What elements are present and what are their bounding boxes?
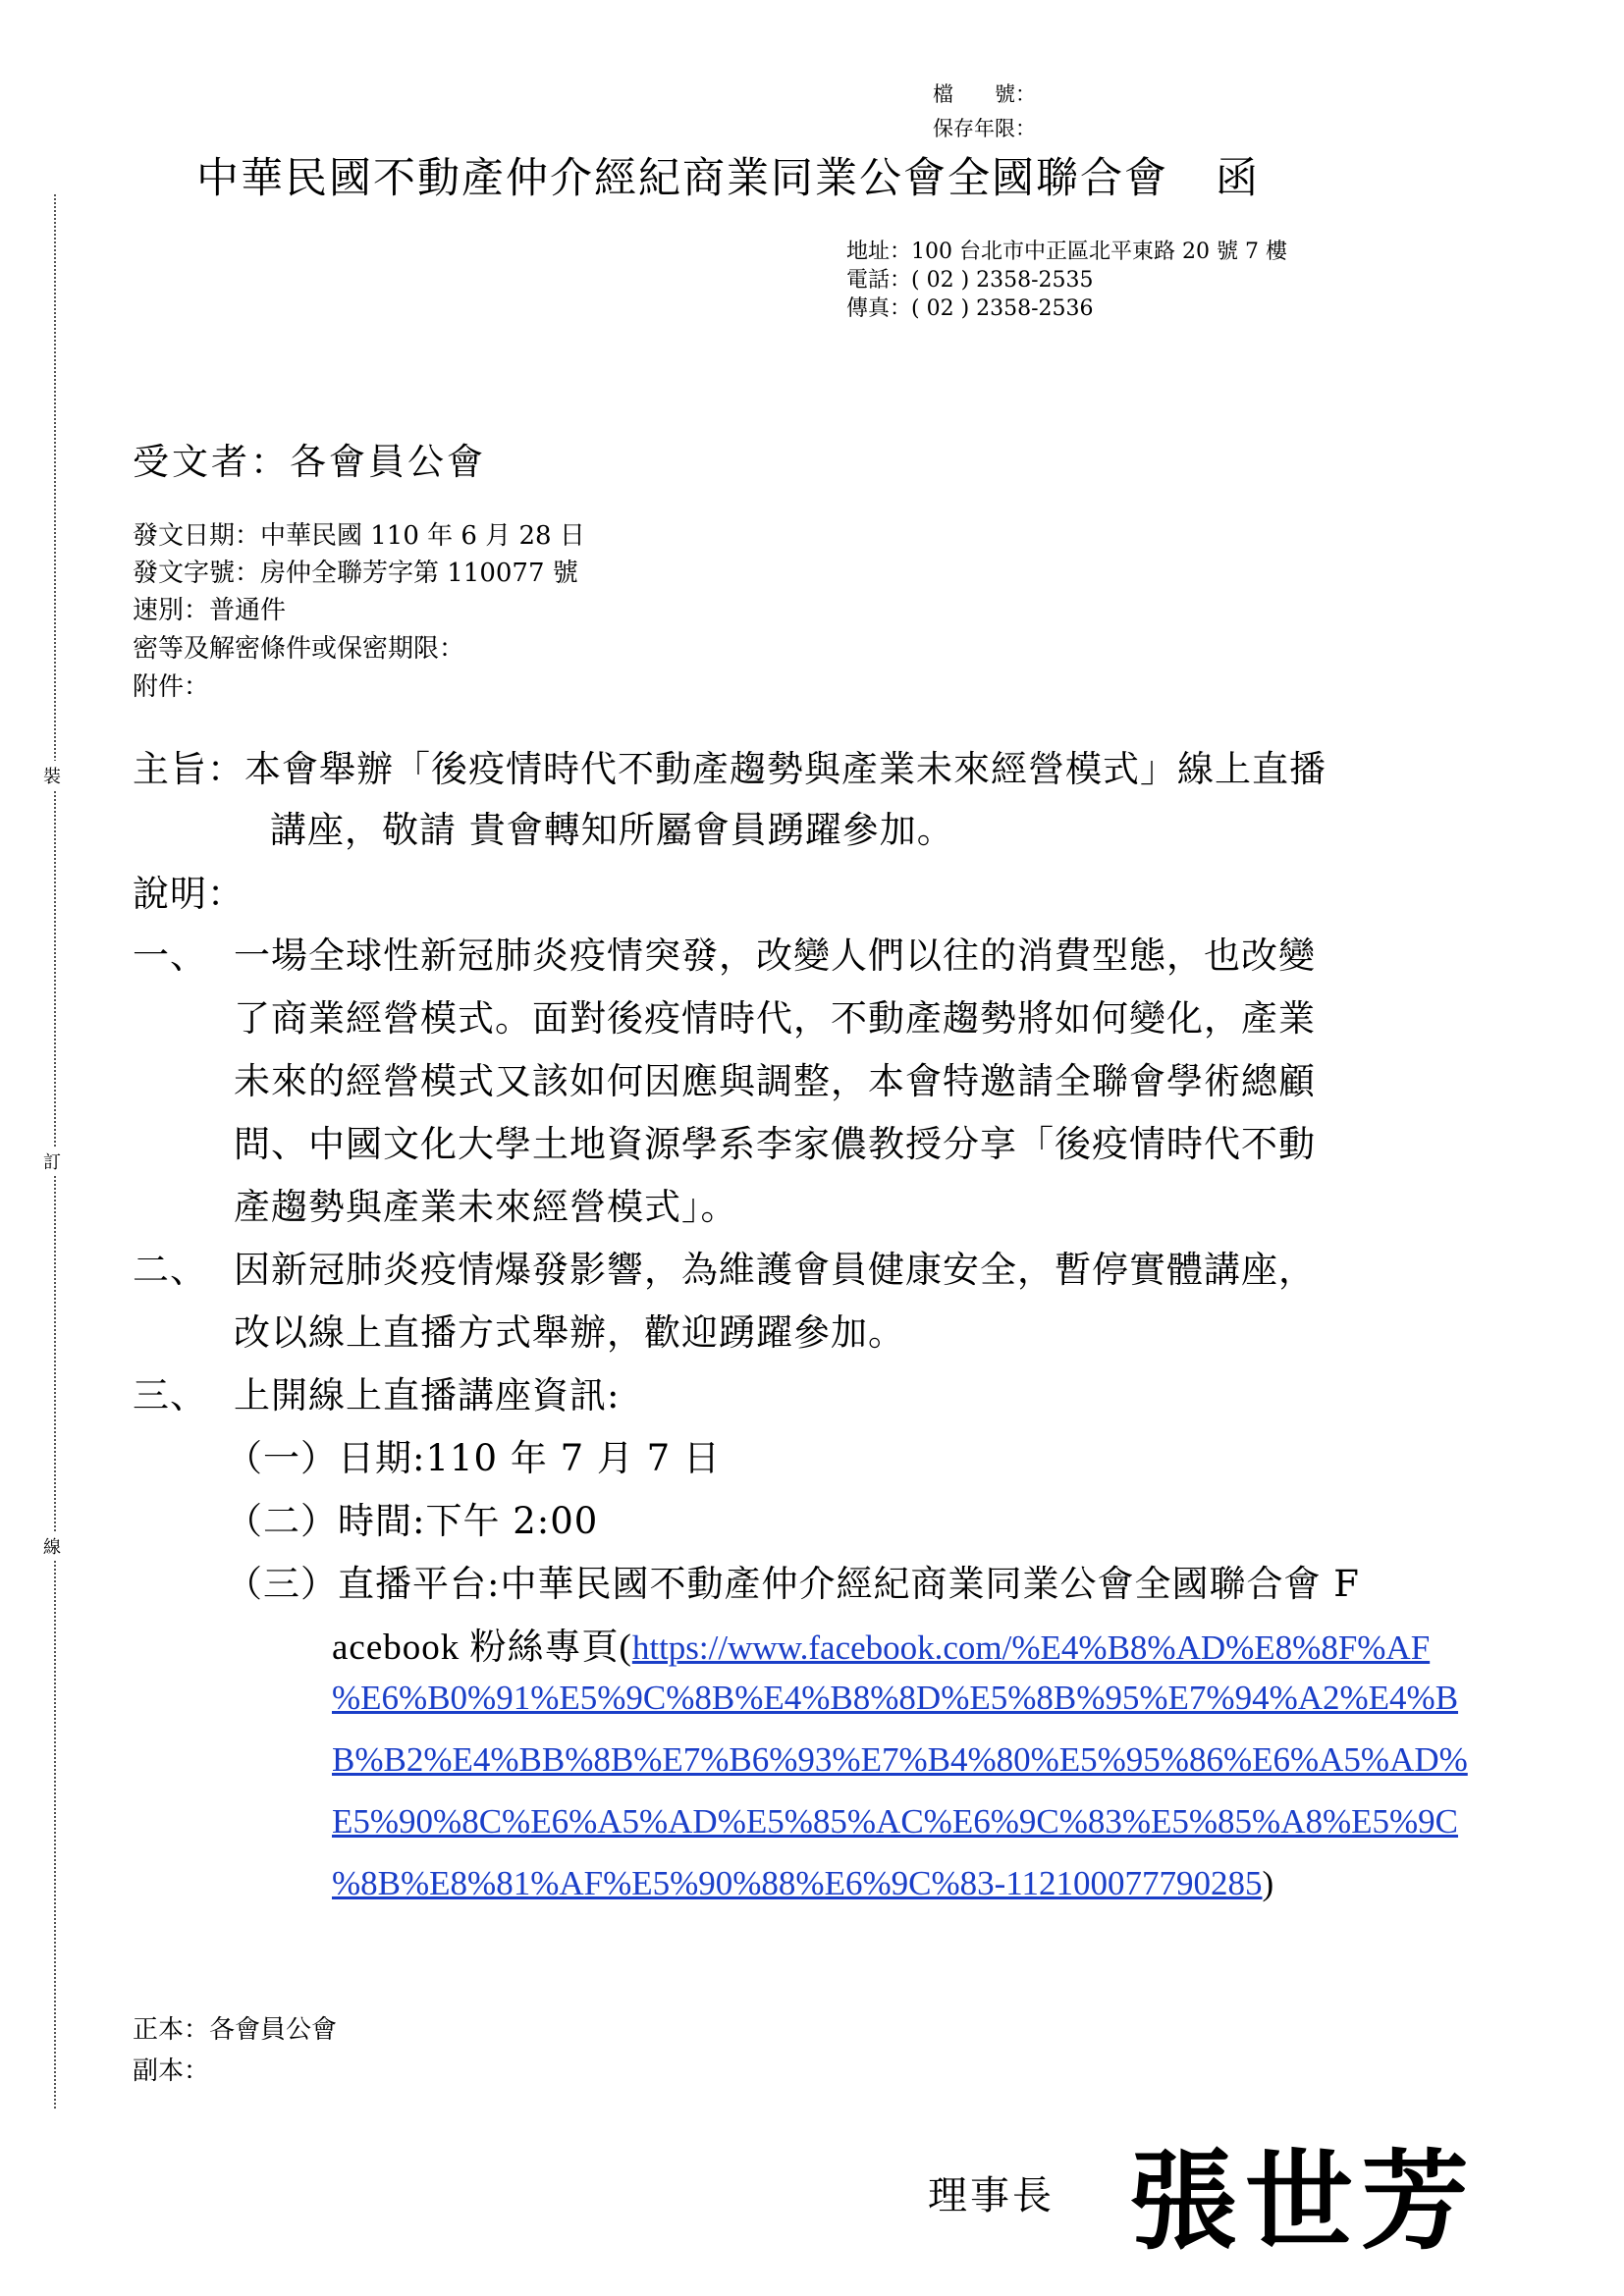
contact-phone: 電話：( 02 ) 2358-2535 <box>846 268 1094 293</box>
doc-type: 函 <box>1216 154 1260 203</box>
recipient: 受文者：各會員公會 <box>133 441 486 483</box>
secrecy-level: 密等及解密條件或保密期限： <box>133 634 465 664</box>
signature: 張世芳 <box>1129 2139 1477 2265</box>
facebook-link[interactable]: https://www.facebook.com/%E4%B8%AD%E8%8F%AF <box>631 1629 1431 1667</box>
binding-mark-zhuang: 裝 <box>43 761 61 790</box>
item-1-number: 一、 <box>133 934 207 977</box>
facebook-link-cont[interactable]: %E6%B0%91%E5%9C%8B%E4%B8%8D%E5%8B%95%E7%94%A2%E4%B <box>332 1679 1459 1717</box>
subject-line-2: 講座，敬請 貴會轉知所屬會員踴躍參加。 <box>270 809 954 851</box>
attachments: 附件： <box>133 672 210 702</box>
copy-recipient: 副本： <box>133 2056 210 2086</box>
explanation-heading: 說明： <box>133 873 244 915</box>
reference-number: 發文字號：房仲全聯芳字第 110077 號 <box>133 559 578 588</box>
item-1-line: 了商業經營模式。面對後疫情時代，不動產趨勢將如何變化，產業 <box>234 997 1316 1040</box>
event-date: （一）日期:110 年 7 月 7 日 <box>226 1437 721 1479</box>
facebook-link-cont[interactable]: %8B%E8%81%AF%E5%90%88%E6%9C%83-112100077790285 <box>332 1864 1263 1902</box>
item-1-line: 未來的經營模式又該如何因應與調整，本會特邀請全聯會學術總顧 <box>234 1060 1316 1102</box>
event-platform: （三）直播平台:中華民國不動產仲介經紀商業同業公會全國聯合會 F <box>226 1563 1360 1605</box>
platform-prefix: acebook 粉絲專頁( <box>332 1628 632 1668</box>
binding-mark-ding: 訂 <box>43 1147 61 1176</box>
platform-line-2 <box>332 1617 1430 1670</box>
delivery-speed: 速別：普通件 <box>133 596 287 625</box>
contact-fax: 傳真：( 02 ) 2358-2536 <box>846 296 1094 321</box>
subject-line-1: 主旨：本會舉辦「後疫情時代不動產趨勢與產業未來經營模式」線上直播 <box>133 748 1326 790</box>
item-3-number: 三、 <box>133 1374 207 1416</box>
facebook-link-cont[interactable]: B%B2%E4%BB%8B%E7%B6%93%E7%B4%80%E5%95%86%E6%A5%AD% <box>332 1740 1468 1779</box>
item-1-line: 一場全球性新冠肺炎疫情突發，改變人們以往的消費型態，也改變 <box>234 934 1316 977</box>
item-2-number: 二、 <box>133 1249 207 1291</box>
item-3-heading: 上開線上直播講座資訊: <box>234 1374 621 1416</box>
file-number-label: 檔 號： <box>933 82 1036 106</box>
contact-address: 地址：100 台北市中正區北平東路 20 號 7 樓 <box>846 240 1287 264</box>
item-1-line: 問、中國文化大學土地資源學系李家儂教授分享「後疫情時代不動 <box>234 1123 1316 1165</box>
binding-mark-xian: 線 <box>43 1531 61 1561</box>
original-recipient: 正本：各會員公會 <box>133 2015 338 2045</box>
url-last-line <box>332 1864 1273 1903</box>
org-title <box>196 145 1260 205</box>
retention-label: 保存年限： <box>933 117 1036 140</box>
facebook-link-cont[interactable]: E5%90%8C%E6%A5%AD%E5%85%AC%E6%9C%83%E5%85%A8%E5%9C <box>332 1802 1459 1841</box>
org-name: 中華民國不動產仲介經紀商業同業公會全國聯合會 <box>196 154 1168 203</box>
event-time: （二）時間:下午 2:00 <box>226 1500 599 1542</box>
item-1-line: 產趨勢與產業未來經營模式」。 <box>234 1186 738 1228</box>
item-2-line: 改以線上直播方式舉辦，歡迎踴躍參加。 <box>234 1311 905 1354</box>
url-close-paren: ) <box>1262 1864 1274 1902</box>
signer-title: 理事長 <box>928 2173 1055 2218</box>
item-2-line: 因新冠肺炎疫情爆發影響，為維護會員健康安全，暫停實體講座， <box>234 1249 1316 1291</box>
issue-date: 發文日期：中華民國 110 年 6 月 28 日 <box>133 521 585 551</box>
